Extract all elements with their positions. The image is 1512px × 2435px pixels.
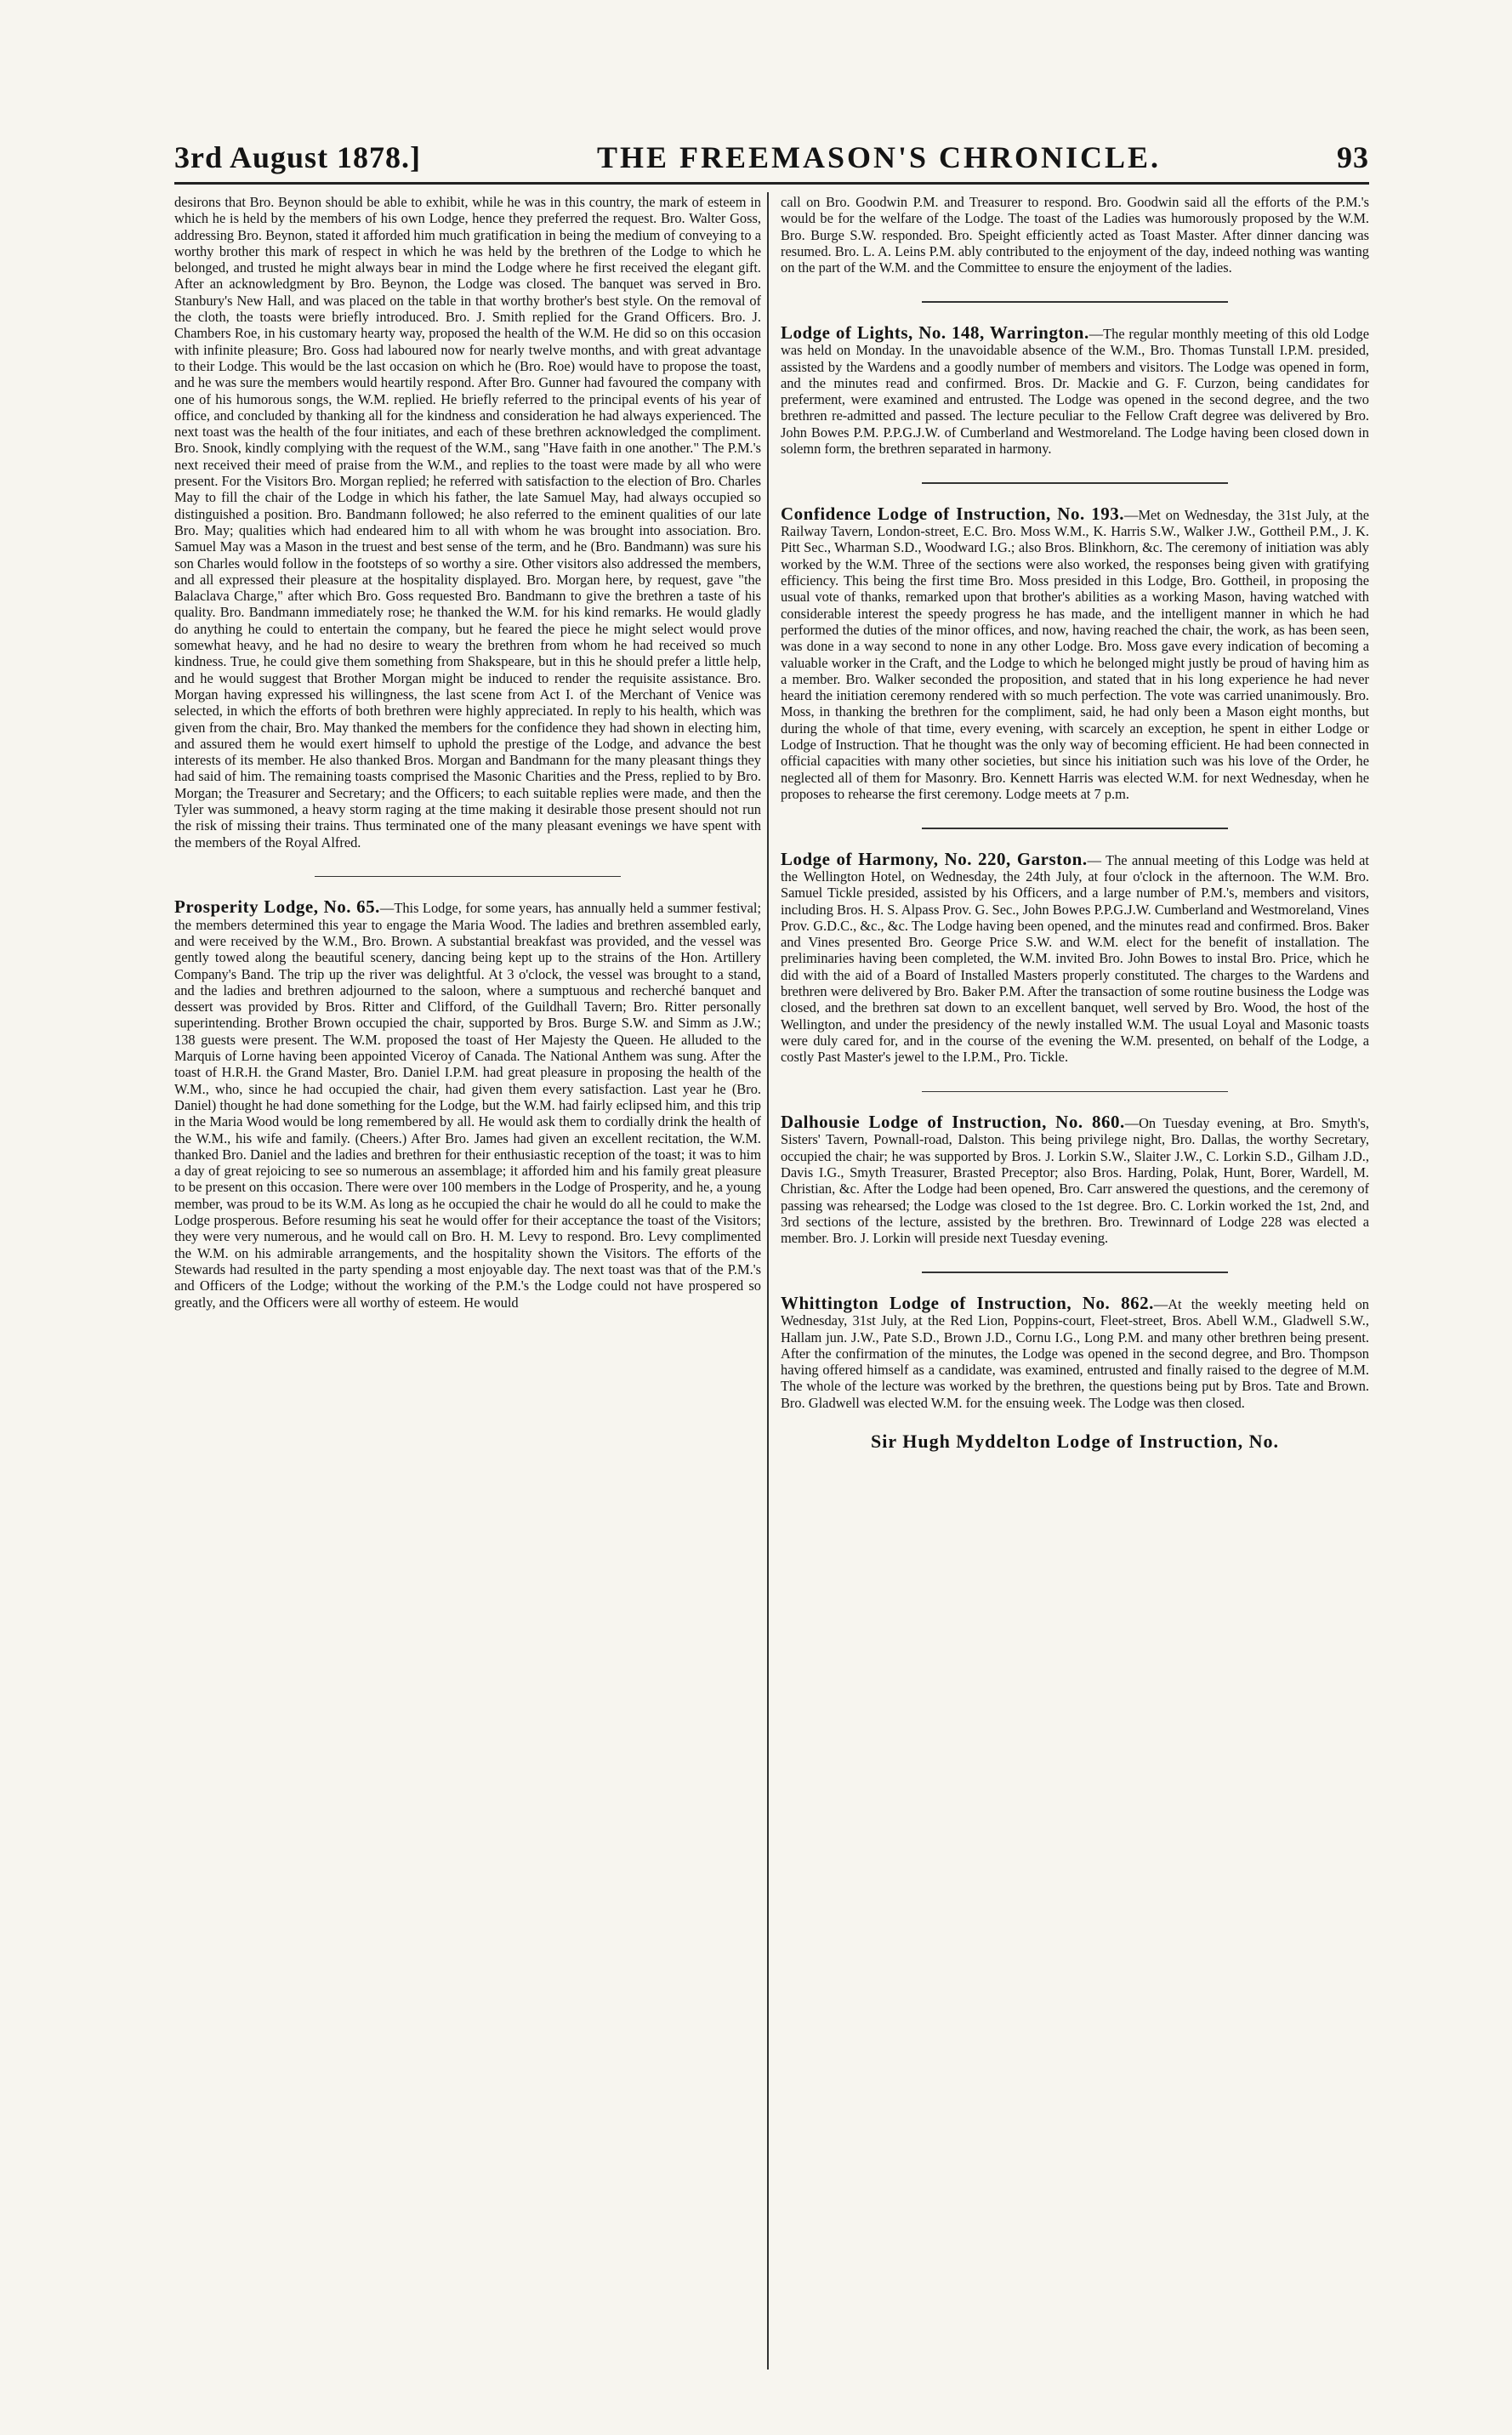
left-column: [174, 194, 761, 2371]
continued-article-text: call on Bro. Goodwin P.M. and Treasurer to respond. Bro. Goodwin said all the efforts of the P.M.'s would be for the welfare of the Lodge. The toast of the Ladies was humorously proposed by the W.M. Bro. Burge S.W. responded. Bro. Speight efficiently acted as Toast Master. After dinner dancing was resumed. Bro. L. A. Leins P.M. ably contributed to the enjoyment of the day, indeed nothing was wanting on the part of the W.M. and the Committee to ensure the enjoyment of the ladies.: [781, 194, 1369, 276]
article-separator: [922, 301, 1228, 303]
article-confidence-lodge: [781, 503, 1369, 802]
article-whittington-lodge: [781, 1292, 1369, 1411]
article-body: —Met on Wednesday, the 31st July, at the Railway Tavern, London-street, E.C. Bro. Moss W.M., K. Harris S.W., Walker J.W., Gottheil P.M., J. K. Pitt Sec., Wharman S.D., Woodward I.G.; also Bros. Blinkhorn, &c. The ceremony of initiation was ably worked by the W.M. Three of the sections were also worked, the responses being given with gratifying efficiency. This being the first time Bro. Moss presided in this Lodge, Bro. Gottheil, in proposing the usual vote of thanks, remarked upon that brother's abilities as a working Mason, having watched with considerable interest the speedy progress he has made, and the intelligent manner in which he had performed the duties of the minor offices, and now, having reached the chair, the work, as has been seen, was done in a way second to none in any other Lodge. Bro. Moss gave every indication of becoming a valuable worker in the Craft, and the Lodge to which he belonged might justly be proud of having him as a member. Bro. Walker seconded the proposition, and stated that in his long experience he had never heard the initiation ceremony rendered with so much perfection. The vote was carried unanimously. Bro. Moss, in thanking the brethren for the compliment, said, he had only been a Mason eight months, but during the whole of that time, every evening, with scarcely an exception, he spent in either Lodge or Lodge of Instruction. That he thought was the only way of becoming efficient. He had been connected in official capacities with many other societies, but since his initiation such was his love of the Order, he neglected all of them for Masonry. Bro. Kennett Harris was elected W.M. for next Wednesday, when he proposes to rehearse the first ceremony. Lodge meets at 7 p.m.: [781, 506, 1369, 802]
article-separator: [922, 1091, 1228, 1093]
article-title: Whittington Lodge of Instruction, No. 862.: [781, 1292, 1154, 1313]
article-title: Dalhousie Lodge of Instruction, No. 860.: [781, 1112, 1125, 1133]
issue-date: 3rd August 1878.]: [174, 140, 422, 174]
page-header: [174, 134, 1369, 175]
article-prosperity-lodge: [174, 896, 761, 1311]
article-body: — The annual meeting of this Lodge was held at the Wellington Hotel, on Wednesday, the 24th July, at four o'clock in the afternoon. The W.M. Bro. Samuel Tickle presided, assisted by his Officers, and a large number of P.M.'s, members and visitors, including Bros. H. S. Alpass Prov. G. Sec., John Bowes P.P.G.J.W. Cumberland and Westmoreland, Vines Prov. G.D.C., &c., &c. The Lodge having been opened, and the minutes read and confirmed. Bros. Baker and Vines presented Bro. George Price S.W. and W.M. elect for the benefit of installation. The preliminaries having been completed, the W.M. invited Bro. John Bowes to instal Bro. Price, which he did with the aid of a Board of Installed Masters properly constituted. The charges to the Wardens and brethren were delivered by Bro. Baker P.M. After the transaction of some routine business the Lodge was closed, and the brethren sat down to an excellent banquet, well served by Bro. Wood, the host of the Wellington, and under the presidency of the newly installed W.M. The usual Loyal and Masonic toasts were duly cared for, and in the course of the evening the W.M. presented, on behalf of the Lodge, a costly Past Master's jewel to the I.P.M., Pro. Tickle.: [781, 851, 1369, 1066]
article-title: Lodge of Lights, No. 148, Warrington.: [781, 321, 1089, 343]
article-lodge-of-lights: [781, 321, 1369, 458]
article-separator: [315, 876, 621, 878]
article-title: Lodge of Harmony, No. 220, Garston.: [781, 848, 1088, 869]
page-number: 93: [1336, 140, 1369, 174]
article-body: —This Lodge, for some years, has annually held a summer festival; the members determined this year to engage the Maria Wood. The ladies and brethren assembled early, and were received by the W.M., Bro. Brown. A substantial breakfast was provided, and the vessel was gently towed along the beautiful scenery, dancing being kept up to the strains of the Hon. Artillery Company's Band. The trip up the river was delightful. At 3 o'clock, the vessel was brought to a stand, and the ladies and brethren adjourned to the saloon, where a sumptuous and recherché banquet and dessert was provided by Bros. Ritter and Clifford, of the Guildhall Tavern; Bro. Ritter personally superintending. Brother Brown occupied the chair, supported by Bros. Burge S.W. and Simm as J.W.; 138 guests were present. The W.M. proposed the toast of Her Majesty the Queen. He alluded to the Marquis of Lorne having been appointed Viceroy of Canada. The National Anthem was sung. After the toast of H.R.H. the Grand Master, Bro. Daniel I.P.M. had great pleasure in proposing the health of the W.M., who, since he had occupied the chair, had given them every satisfaction. Last year he (Bro. Daniel) thought he had done something for the Lodge, but the W.M. had fairly eclipsed him, and this trip in the Maria Wood would be long remembered by all. He would ask them to cordially drink the health of the W.M., his wife and family. (Cheers.) After Bro. James had given an excellent recitation, the W.M. thanked Bro. Daniel and the ladies and brethren for their enthusiastic reception of the toast; it was to him a day of great rejoicing to see so numerous an assemblage; it afforded him and his family great pleasure to be present on this occasion. There were over 100 members in the Lodge of Prosperity, and he, a young member, was proud to be its W.M. As long as he occupied the chair he would do all he could to make the Lodge prosperous. Before resuming his seat he would offer for their acceptance the toast of the Visitors; they were very numerous, and he would call on Bro. H. M. Levy to respond. Bro. Levy complimented the W.M. on his admirable arrangements, and the hospitality shown the Visitors. The efforts of the Stewards had resulted in the party spending a most enjoyable day. The next toast was that of the P.M.'s and Officers of the Lodge; without the working of the P.M.'s the Lodge could not have prospered so greatly, and the Officers were all worthy of esteem. He would: [174, 900, 761, 1311]
article-body: —On Tuesday evening, at Bro. Smyth's, Sisters' Tavern, Pownall-road, Dalston. This being privilege night, Bro. Dallas, the worthy Secretary, occupied the chair; he was supported by Bros. J. Lorkin S.W., Slaiter J.W., C. Lorkin S.D., Gilham J.D., Davis I.G., Smyth Treasurer, Brasted Preceptor; also Bros. Harding, Polak, Hunt, Borer, Wardell, M. Christian, &c. After the Lodge had been opened, Bro. Carr answered the questions, and the ceremony of passing was rehearsed; the Lodge was closed to the 1st degree. Bro. C. Lorkin worked the 1st, 2nd, and 3rd sections of the lecture, assisted by the brethren. Bro. Trewinnard of Lodge 228 was elected a member. Bro. J. Lorkin will preside next Tuesday evening.: [781, 1115, 1369, 1247]
article-lodge-of-harmony: [781, 848, 1369, 1066]
article-title: Confidence Lodge of Instruction, No. 193.: [781, 503, 1125, 524]
continued-article-text: desirons that Bro. Beynon should be able to exhibit, while he was in this country, the mark of esteem in which he is held by the members of his own Lodge, hence they preferred the request. Bro. Walter Goss, addressing Bro. Beynon, stated it afforded him much gratification in being the medium of conveying to a worthy brother this mark of respect in which he was held by the brethren of the Lodge to which he belonged, and trusted he might always bear in mind the Lodge where he first received the elegant gift. After an acknowledgment by Bro. Beynon, the Lodge was closed. The banquet was served in Bro. Stanbury's New Hall, and was placed on the table in that worthy brother's best style. On the removal of the cloth, the toasts were briefly introduced. Bro. J. Smith replied for the Grand Officers. Bro. J. Chambers Roe, in his customary hearty way, proposed the health of the W.M. He did so on this occasion with infinite pleasure; Bro. Goss had laboured now for nearly twelve months, and with great advantage to their Lodge. This would be the last occasion on which he (Bro. Roe) would have to propose the toast, and he was sure the members would heartily respond. After Bro. Gunner had favoured the company with one of his humorous songs, the W.M. replied. He briefly referred to the principal events of his year of office, and concluded by thanking all for the kindness and consideration he had always experienced. The next toast was the health of the four initiates, and each of these brethren acknowledged the compliment. Bro. Snook, kindly complying with the request of the W.M., sang "Have faith in one another." The P.M.'s next received their meed of praise from the W.M., and replies to the toast were made by all who were present. For the Visitors Bro. Morgan replied; he referred with satisfaction to the election of Bro. Charles May to fill the chair of the Lodge in which his father, the late Samuel May, had always occupied so distinguished a position. Bro. Bandmann followed; he also referred to the eminent qualities of our late Bro. May; qualities which had endeared him to all with whom he was brought into association. Bro. Samuel May was a Mason in the truest and best sense of the term, and he (Bro. Bandmann) was sure his son Charles would follow in the footsteps of so worthy a sire. Other visitors also addressed the members, and all expressed their pleasure at the hospitality displayed. Bro. Morgan here, by request, gave "the Balaclava Charge," after which Bro. Goss requested Bro. Bandmann to give the brethren a taste of his quality. Bro. Bandmann immediately rose; he thanked the W.M. for his kind remarks. He would gladly do anything he could to entertain the company, but he feared the piece he might select would prove somewhat heavy, and he had no desire to weary the brethren from whom he had received so much kindness. True, he could give them something from Shakspeare, but in this he should prefer a little help, and he would suggest that Brother Morgan might be induced to render the requisite assistance. Bro. Morgan having expressed his willingness, the last scene from Act I. of the Merchant of Venice was selected, in which the efforts of both brethren were highly appreciated. In reply to his health, which was given from the chair, Bro. May thanked the members for the confidence they had shown in electing him, and assured them he would exert himself to uphold the prestige of the Lodge, and advance the best interests of its member. He also thanked Bros. Morgan and Bandmann for the many pleasant things they had said of him. The remaining toasts comprised the Masonic Charities and the Press, replied to by Bro. Morgan; the Treasurer and Secretary; and the Officers; to each suitable replies were made, and then the Tyler was summoned, a heavy storm raging at the time making it desirable those present should not run the risk of missing their trains. Thus terminated one of the many pleasant evenings we have spent with the members of the Royal Alfred.: [174, 194, 761, 851]
article-separator: [922, 482, 1228, 484]
article-body: —The regular monthly meeting of this old Lodge was held on Monday. In the unavoidable absence of the W.M., Bro. Thomas Tunstall I.P.M. presided, assisted by the Wardens and a goodly number of members and visitors. The Lodge was opened in form, and the minutes read and confirmed. Bros. Dr. Mackie and G. F. Curzon, being candidates for preferment, were examined and entrusted. The Lodge was opened in the second degree, and the two brethren re-admitted and passed. The lecture peculiar to the Fellow Craft degree was delivered by Bro. John Bowes P.M. P.P.G.J.W. of Cumberland and Westmoreland. The Lodge having been closed down in solemn form, the brethren separated in harmony.: [781, 325, 1369, 458]
header-rule: [174, 182, 1369, 185]
right-column: [781, 194, 1369, 2371]
column-divider: [767, 192, 769, 2370]
article-separator: [922, 1272, 1228, 1273]
article-body: —At the weekly meeting held on Wednesday, 31st July, at the Red Lion, Poppins-court, Fleet-street, Bros. Abell W.M., Gladwell S.W., Hallam jun. J.W., Pate S.D., Brown J.D., Cornu I.G., Long P.M. and many other brethren being present. After the confirmation of the minutes, the Lodge was opened in the second degree, and Bro. Thompson having offered himself as a candidate, was examined, entrusted and finally raised to the degree of M.M. The whole of the lecture was worked by the brethren, the questions being put by Bros. Tate and Brown. Bro. Gladwell was elected W.M. for the ensuing week. The Lodge was then closed.: [781, 1295, 1369, 1411]
continued-heading: Sir Hugh Myddelton Lodge of Instruction, No.: [871, 1431, 1279, 1453]
article-dalhousie-lodge: [781, 1114, 1369, 1246]
article-title: Prosperity Lodge, No. 65.: [174, 896, 380, 918]
publication-title: THE FREEMASON'S CHRONICLE.: [596, 140, 1162, 174]
article-separator: [922, 828, 1228, 829]
